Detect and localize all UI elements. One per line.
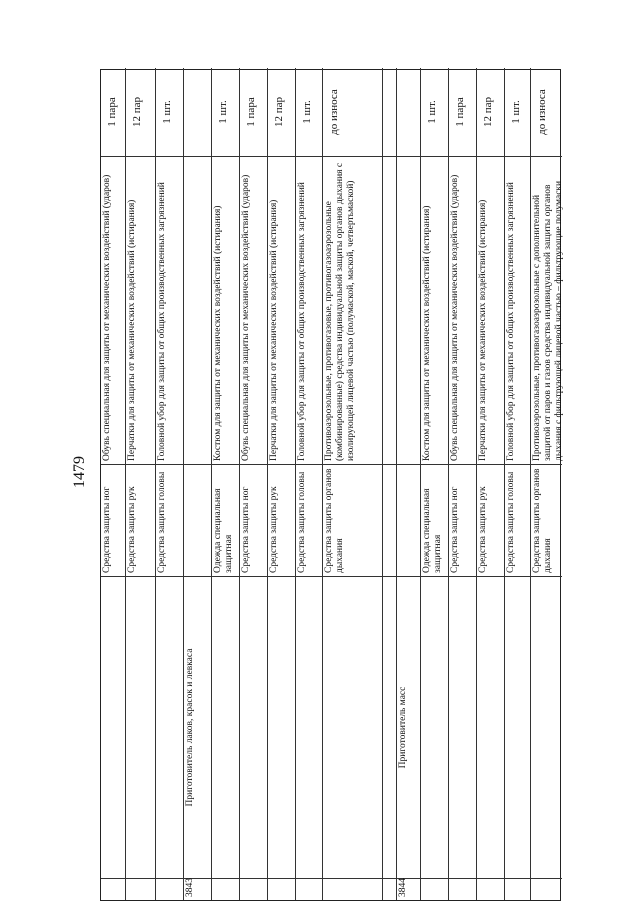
equipment-item: Обувь специальная для защиты от механических воздействий (ударов) xyxy=(449,156,476,464)
equipment-item: Обувь специальная для защиты от механических воздействий (ударов) xyxy=(240,156,267,464)
row-number xyxy=(449,878,476,900)
equipment-item xyxy=(397,156,420,464)
row-number xyxy=(156,878,183,900)
equipment-type: Средства защиты рук xyxy=(268,464,295,576)
equipment-item xyxy=(184,156,211,464)
issue-norm: 1 шт. xyxy=(426,100,438,124)
profession-cell: Приготовитель лаков, красок и левкаса xyxy=(184,576,211,878)
equipment-item: Противоаэрозольные, противогазоаэрозольные с дополнительной защитой от паров и газов средства индивидуальной защиты органов дыхания с фильтрующей лицевой частью – фильтрующие полумаски xyxy=(531,156,562,464)
equipment-item: Головной убор для защиты от общих производственных загрязнений xyxy=(505,156,530,464)
profession-cell xyxy=(421,576,448,878)
equipment-type: Средства защиты ног xyxy=(449,464,476,576)
equipment-type xyxy=(184,464,211,576)
equipment-item: Костюм для защиты от механических воздействий (истирания) xyxy=(421,156,448,464)
table-row xyxy=(383,68,397,900)
row-number xyxy=(296,878,322,900)
profession-cell xyxy=(126,576,155,878)
equipment-item: Головной убор для защиты от общих производственных загрязнений xyxy=(156,156,183,464)
profession-cell: Приготовитель масс xyxy=(397,576,420,878)
issue-norm: 1 пара xyxy=(454,97,466,127)
equipment-type: Средства защиты ног xyxy=(240,464,267,576)
table-row xyxy=(101,68,126,900)
issue-norm: 12 пар xyxy=(131,96,143,128)
table-row xyxy=(477,68,505,900)
equipment-item: Головной убор для защиты от общих производственных загрязнений xyxy=(296,156,322,464)
row-number: 3843 xyxy=(184,878,211,900)
equipment-type: Средства защиты головы xyxy=(296,464,322,576)
equipment-type: Средства защиты рук xyxy=(477,464,504,576)
issue-norm: 1 шт. xyxy=(510,100,522,124)
equipment-type: Одежда специальная защитная xyxy=(212,464,239,576)
profession-cell xyxy=(505,576,530,878)
table-row xyxy=(156,68,184,900)
issue-norm xyxy=(184,68,211,156)
table-row xyxy=(397,68,421,900)
equipment-type xyxy=(397,464,420,576)
equipment-item: Костюм для защиты от механических воздействий (истирания) xyxy=(212,156,239,464)
issue-norm xyxy=(383,68,396,156)
row-number xyxy=(212,878,239,900)
table-row xyxy=(126,68,156,900)
equipment-item: Обувь специальная для защиты от механических воздействий (ударов) xyxy=(101,156,125,464)
table-row xyxy=(505,68,531,900)
table-row xyxy=(531,68,562,900)
issue-norm: до износа xyxy=(328,89,340,135)
row-number xyxy=(268,878,295,900)
equipment-type: Средства защиты органов дыхания xyxy=(323,464,382,576)
page-number: 1479 xyxy=(71,456,88,488)
table-viewport xyxy=(100,69,564,901)
issue-norm: 12 пар xyxy=(273,96,285,128)
row-number xyxy=(323,878,382,900)
row-number xyxy=(477,878,504,900)
table-row xyxy=(323,68,383,900)
row-number: 3844 xyxy=(397,878,420,900)
row-number xyxy=(240,878,267,900)
row-number xyxy=(126,878,155,900)
profession-cell xyxy=(323,576,382,878)
equipment-type xyxy=(383,464,396,576)
row-number xyxy=(101,878,125,900)
table-row xyxy=(296,68,323,900)
profession-cell xyxy=(212,576,239,878)
equipment-type: Средства защиты головы xyxy=(156,464,183,576)
equipment-item: Перчатки для защиты от механических воздействий (истирания) xyxy=(477,156,504,464)
profession-cell xyxy=(296,576,322,878)
table-row xyxy=(449,68,477,900)
issue-norm: 1 шт. xyxy=(301,100,313,124)
issue-norm: 1 пара xyxy=(245,97,257,127)
row-number xyxy=(531,878,562,900)
profession-cell xyxy=(240,576,267,878)
equipment-type: Средства защиты головы xyxy=(505,464,530,576)
row-number xyxy=(505,878,530,900)
equipment-type: Одежда специальная защитная xyxy=(421,464,448,576)
table-row xyxy=(421,68,449,900)
equipment-type: Средства защиты рук xyxy=(126,464,155,576)
equipment-type: Средства защиты органов дыхания xyxy=(531,464,562,576)
issue-norm: до износа xyxy=(536,89,548,135)
equipment-item: Перчатки для защиты от механических воздействий (истирания) xyxy=(126,156,155,464)
equipment-item xyxy=(383,156,396,464)
profession-cell xyxy=(101,576,125,878)
issue-norm xyxy=(397,68,420,156)
row-number xyxy=(383,878,396,900)
profession-cell xyxy=(268,576,295,878)
equipment-item: Перчатки для защиты от механических воздействий (истирания) xyxy=(268,156,295,464)
issue-norm: 1 шт. xyxy=(161,100,173,124)
protective-equipment-table xyxy=(100,69,564,901)
equipment-item: Противоаэрозольные, противогазовые, противогазоаэрозольные (комбинированные) средства индивидуальной защиты органов дыхания с изолирующей лицевой частью (полумаской, маской, четвертьмаской) xyxy=(323,156,382,464)
table-row xyxy=(240,68,268,900)
equipment-type: Средства защиты ног xyxy=(101,464,125,576)
issue-norm: 1 шт. xyxy=(217,100,229,124)
profession-cell xyxy=(477,576,504,878)
issue-norm: 1 пара xyxy=(106,97,118,127)
table-row xyxy=(268,68,296,900)
profession-cell xyxy=(531,576,562,878)
issue-norm: 12 пар xyxy=(482,96,494,128)
profession-cell xyxy=(449,576,476,878)
row-number xyxy=(421,878,448,900)
table-row xyxy=(212,68,240,900)
profession-cell xyxy=(156,576,183,878)
table-row xyxy=(184,68,212,900)
profession-cell xyxy=(383,576,396,878)
